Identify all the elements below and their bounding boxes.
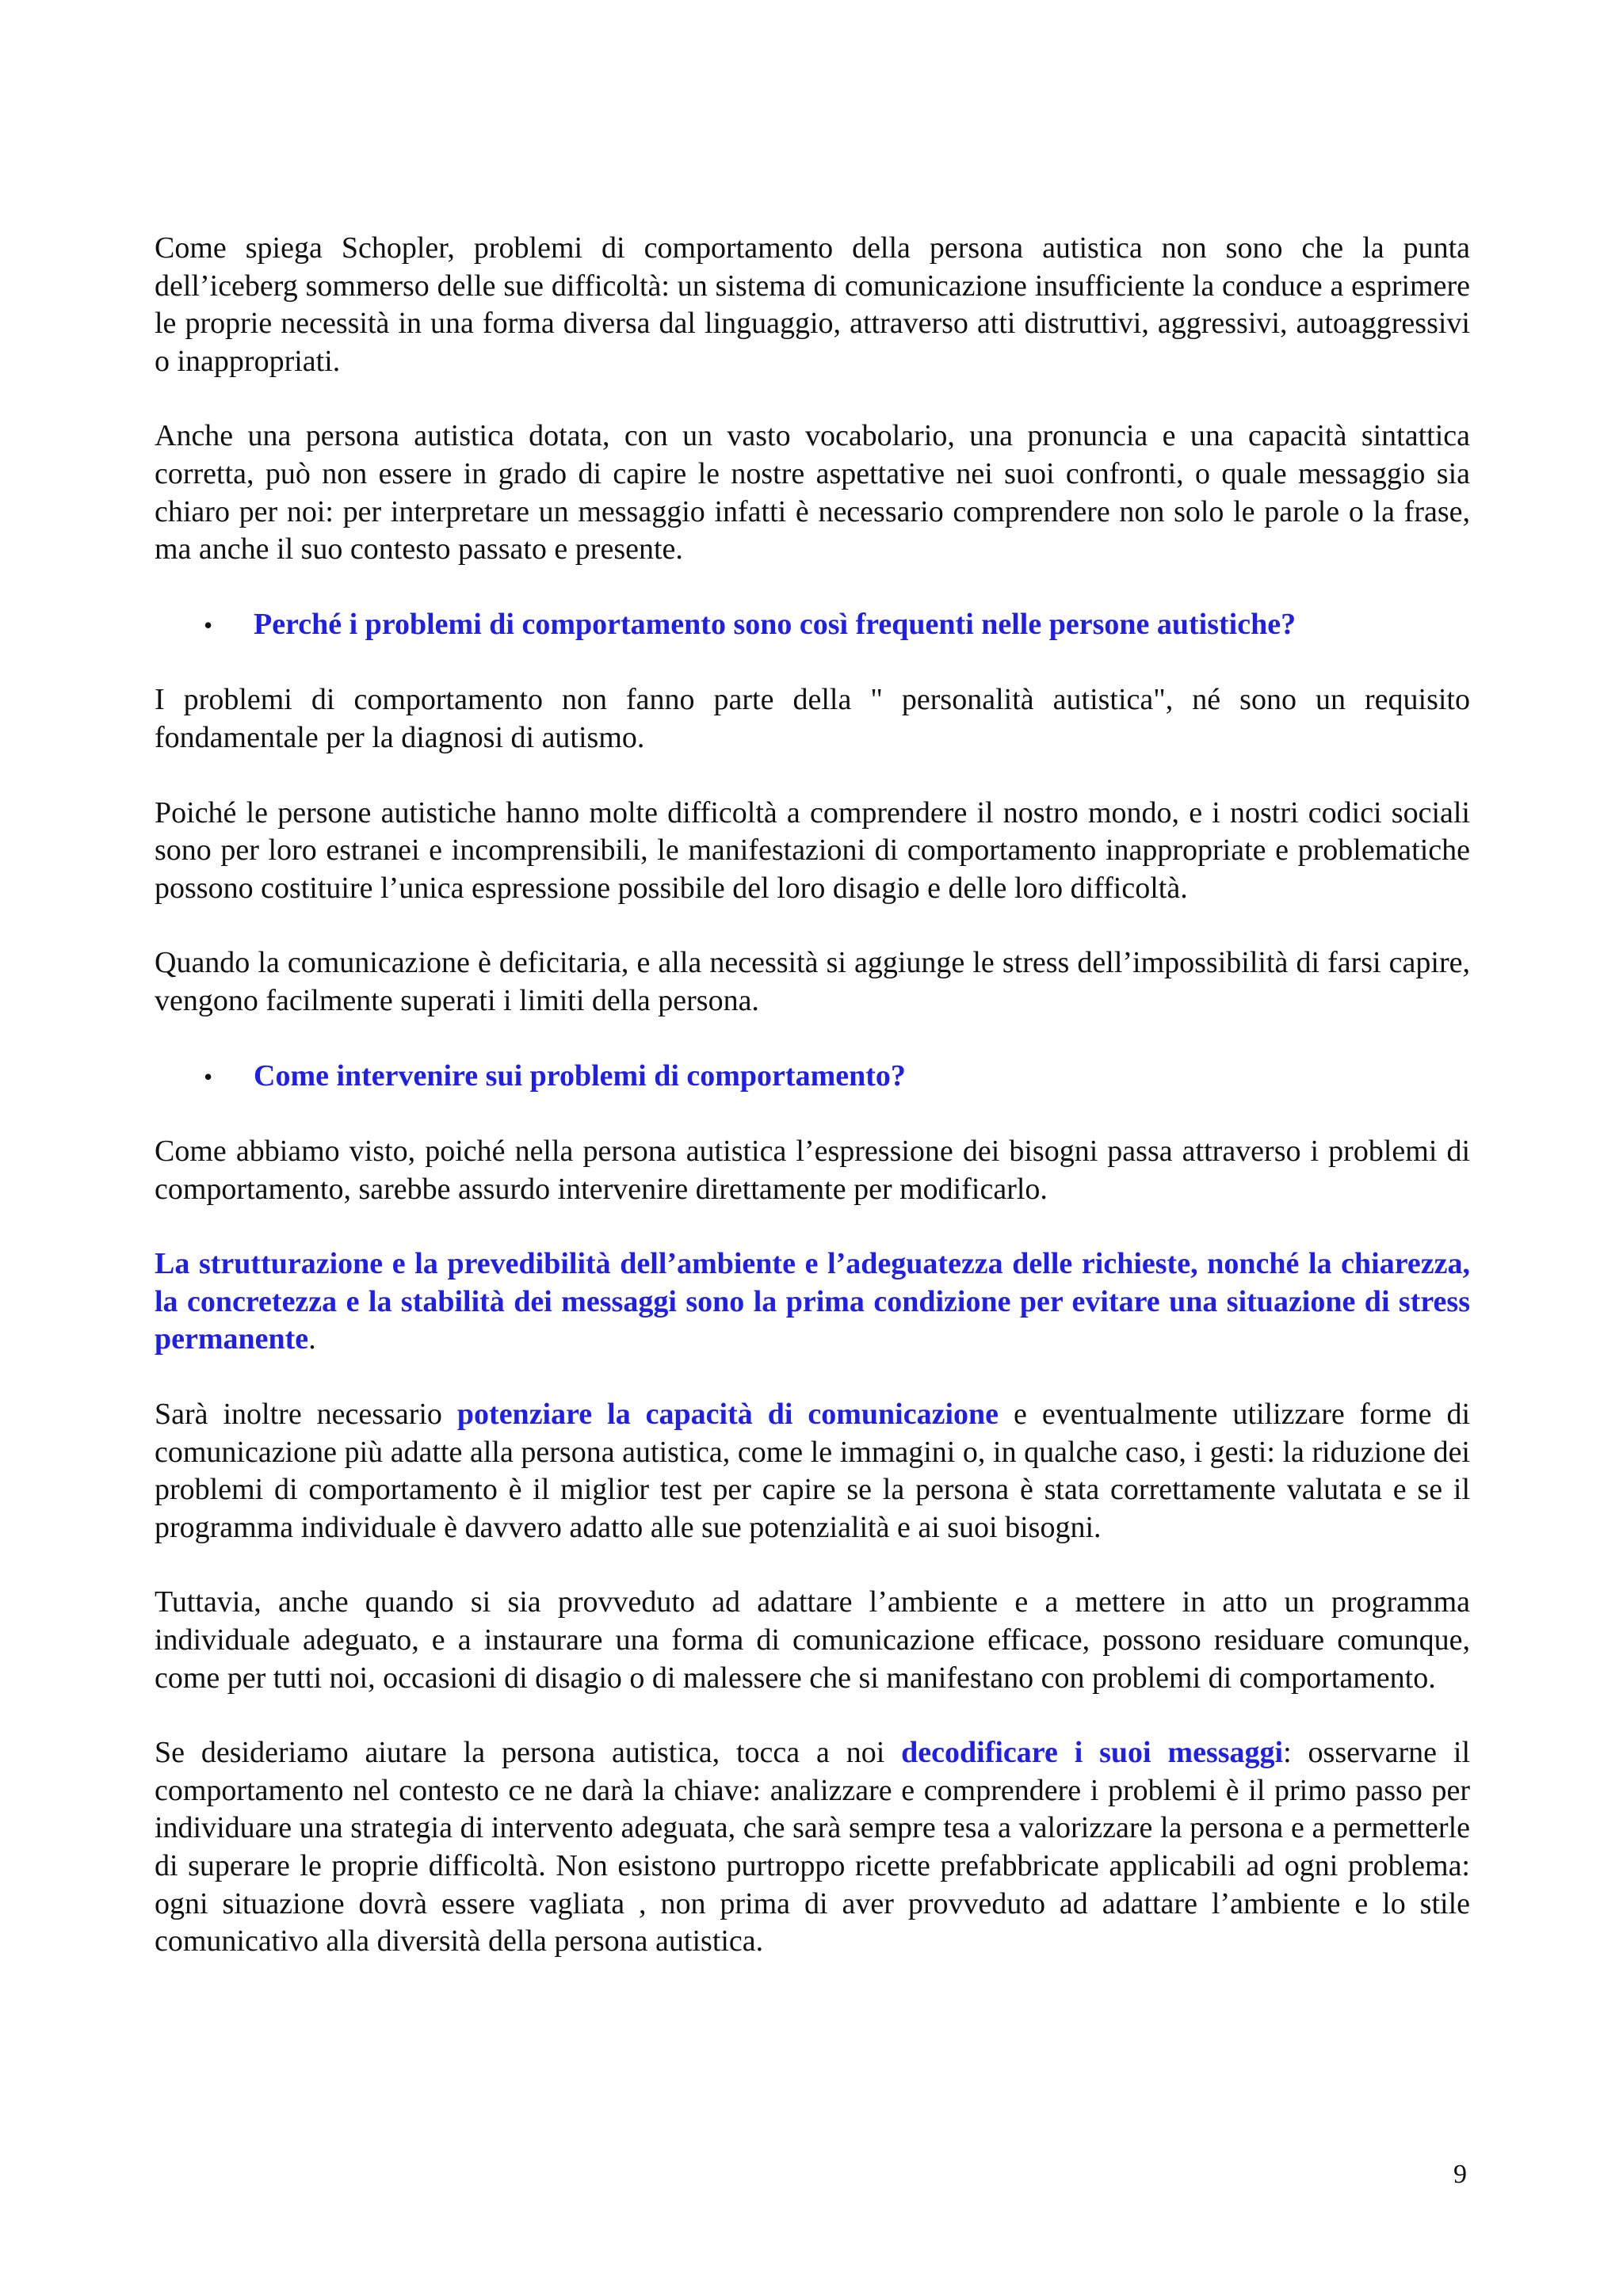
paragraph-potenziare xyxy=(155,1396,1470,1547)
highlight-decodificare: decodificare i suoi messaggi xyxy=(901,1736,1284,1770)
section-heading-intervenire: Come intervenire sui problemi di comportamento? xyxy=(254,1058,906,1093)
bullet-icon: • xyxy=(204,1062,213,1091)
paragraph-abbiamo-visto: Come abbiamo visto, poiché nella persona autistica l’espressione dei bisogni passa attraverso i problemi di comportamento, sarebbe assurdo intervenire direttamente per modificarlo. xyxy=(155,1135,1470,1206)
paragraph-decodificare xyxy=(155,1734,1470,1961)
paragraph-potenziare-end: e eventualmente utilizzare forme di comunicazione più adatte alla persona autistica, come le immagini o, in qualche caso, i gesti: la riduzione dei problemi di comportamento è il miglior test per capire se la persona è stata correttamente valutata e se il programma individuale è davvero adatto alle sue potenzialità e ai suoi bisogni. xyxy=(155,1398,1470,1544)
document-page xyxy=(155,230,1470,1998)
page-number: 9 xyxy=(1453,2160,1467,2189)
paragraph-mondo: Poiché le persone autistiche hanno molte difficoltà a comprendere il nostro mondo, e i nostri codici sociali sono per loro estranei e incomprensibili, le manifestazioni di comportamento inappropriate e problematiche possono costituire l’unica espressione possibile del loro disagio e delle loro difficoltà. xyxy=(155,795,1470,905)
paragraph-personalita: I problemi di comportamento non fanno parte della " personalità autistica", né sono un requisito fondamentale per la diagnosi di autismo. xyxy=(155,683,1470,754)
heading-bullet-intervenire xyxy=(155,1058,1470,1097)
paragraph-tuttavia: Tuttavia, anche quando si sia provveduto ad adattare l’ambiente e a mettere in atto un programma individuale adeguato, e a instaurare una forma di comunicazione efficace, possono residuare comunque, come per tutti noi, occasioni di disagio o di malessere che si manifestano con problemi di comportamento. xyxy=(155,1585,1470,1695)
paragraph-strutturazione xyxy=(155,1245,1470,1359)
highlight-strutturazione: La strutturazione e la prevedibilità dell’ambiente e l’adeguatezza delle richieste, nonché la chiarezza, la concretezza e la stabilità dei messaggi sono la prima condizione per evitare una situazione di stress permanente xyxy=(155,1247,1470,1356)
paragraph-strutturazione-end: . xyxy=(308,1322,316,1356)
paragraph-comunicazione-deficitaria: Quando la comunicazione è deficitaria, e alla necessità si aggiunge le stress dell’impossibilità di farsi capire, vengono facilmente superati i limiti della persona. xyxy=(155,946,1470,1017)
paragraph-decodificare-end: : osservarne il comportamento nel contesto ce ne darà la chiave: analizzare e comprendere i problemi è il primo passo per individuare una strategia di intervento adeguata, che sarà sempre tesa a valorizzare la persona e a permetterle di superare le proprie difficoltà. Non esistono purtroppo ricette prefabbricate applicabili ad ogni problema: ogni situazione dovrà essere vagliata , non prima di aver provveduto ad adattare l’ambiente e lo stile comunicativo alla diversità della persona autistica. xyxy=(155,1736,1471,1958)
bullet-icon: • xyxy=(204,610,213,639)
paragraph-potenziare-start: Sarà inoltre necessario xyxy=(155,1398,457,1432)
paragraph-decodificare-start: Se desideriamo aiutare la persona autistica, tocca a noi xyxy=(155,1736,902,1770)
paragraph-schopler: Come spiega Schopler, problemi di comportamento della persona autistica non sono che la punta dell’iceberg sommerso delle sue difficoltà: un sistema di comunicazione insufficiente la conduce a esprimere le proprie necessità in una forma diversa dal linguaggio, attraverso atti distruttivi, aggressivi, autoaggressivi o inappropriati. xyxy=(155,231,1470,378)
highlight-potenziare: potenziare la capacità di comunicazione xyxy=(456,1398,999,1432)
heading-bullet-frequenti xyxy=(155,606,1470,645)
section-heading-frequenti: Perché i problemi di comportamento sono così frequenti nelle persone autistiche? xyxy=(254,607,1296,641)
paragraph-persona-dotata: Anche una persona autistica dotata, con un vasto vocabolario, una pronuncia e una capacità sintattica corretta, può non essere in grado di capire le nostre aspettative nei suoi confronti, o quale messaggio sia chiaro per noi: per interpretare un messaggio infatti è necessario comprendere non solo le parole o la frase, ma anche il suo contesto passato e presente. xyxy=(155,419,1470,566)
